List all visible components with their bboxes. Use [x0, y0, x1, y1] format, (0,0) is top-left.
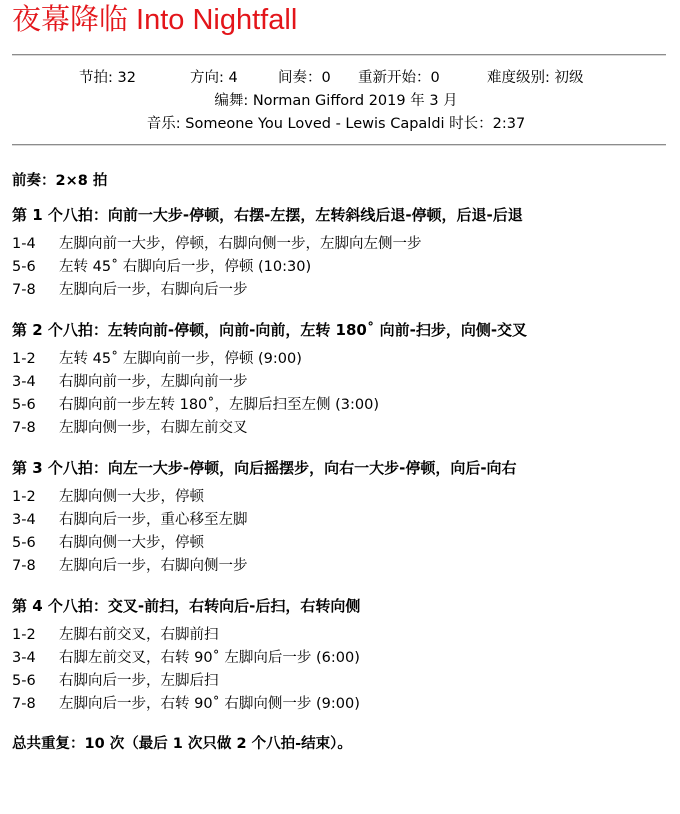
step-count: 1-4 [12, 236, 36, 252]
section-1 [12, 203, 668, 302]
meta-restarts: 重新开始：0 [358, 70, 440, 86]
step-row [12, 394, 668, 417]
step-count: 7-8 [12, 282, 36, 298]
section-title: 第 2 个八拍：左转向前-停顿，向前-向前，左转 180˚ 向前-扫步，向侧-交叉 [12, 321, 528, 339]
step-row [12, 371, 668, 394]
meta-counts: 节拍: 32 [79, 70, 136, 86]
meta-music: 音乐: Someone You Loved - Lewis Capaldi 时长：2:37 [146, 116, 526, 132]
step-sheet [12, 169, 668, 756]
step-count: 1-2 [12, 351, 36, 367]
step-description: 左转 45˚ 左脚向前一步，停顿 (9:00) [59, 351, 302, 367]
step-description: 右脚向前一步，左脚向前一步 [59, 374, 248, 390]
step-description: 左脚向侧一大步，停顿 [59, 489, 204, 505]
meta-walls: 方向: 4 [190, 70, 238, 86]
step-count: 5-6 [12, 673, 36, 689]
step-count: 7-8 [12, 696, 36, 712]
step-description: 右脚向前一步左转 180˚，左脚后扫至左侧 (3:00) [59, 397, 380, 413]
meta-choreographer: 编舞: Norman Gifford 2019 年 3 月 [214, 93, 458, 109]
step-count: 1-2 [12, 627, 36, 643]
step-description: 左脚向后一步，右转 90˚ 右脚向侧一步 (9:00) [59, 696, 360, 712]
step-description: 右脚向侧一大步，停顿 [59, 535, 204, 551]
step-row [12, 233, 668, 256]
step-description: 左脚向后一步，右脚向后一步 [59, 282, 248, 298]
step-row [12, 486, 668, 509]
section-4 [12, 594, 668, 716]
page-title: 夜幕降临 Into Nightfall [12, 4, 298, 36]
step-count: 1-2 [12, 489, 36, 505]
step-row [12, 532, 668, 555]
section-spacer [12, 302, 668, 318]
step-row [12, 624, 668, 647]
section-spacer [12, 440, 668, 456]
header-divider-top [12, 54, 666, 56]
section-spacer [12, 716, 668, 732]
step-row [12, 417, 668, 440]
step-row [12, 647, 668, 670]
step-row [12, 509, 668, 532]
step-row [12, 670, 668, 693]
step-count: 3-4 [12, 650, 36, 666]
step-count: 5-6 [12, 259, 36, 275]
step-description: 右脚左前交叉，右转 90˚ 左脚向后一步 (6:00) [59, 650, 360, 666]
section-title: 第 3 个八拍：向左一大步-停顿，向后摇摆步，向右一大步-停顿，向后-向右 [12, 459, 517, 477]
section-title: 第 1 个八拍：向前一大步-停顿，右摆-左摆，左转斜线后退-停顿，后退-后退 [12, 206, 523, 224]
meta-level: 难度级别: 初级 [487, 70, 584, 86]
ending-line: 总共重复：10 次（最后 1 次只做 2 个八拍-结束）。 [12, 736, 352, 752]
step-description: 左脚向侧一步，右脚左前交叉 [59, 420, 248, 436]
step-count: 5-6 [12, 397, 36, 413]
section-3 [12, 456, 668, 578]
section-2 [12, 318, 668, 440]
step-description: 右脚向后一步，重心移至左脚 [59, 512, 248, 528]
meta-intro: 间奏：0 [278, 70, 331, 86]
step-row [12, 693, 668, 716]
step-row [12, 348, 668, 371]
header-divider-bottom [12, 144, 666, 146]
step-count: 7-8 [12, 420, 36, 436]
step-count: 3-4 [12, 374, 36, 390]
step-count: 5-6 [12, 535, 36, 551]
step-row [12, 555, 668, 578]
step-description: 左转 45˚ 右脚向后一步，停顿 (10:30) [59, 259, 312, 275]
section-spacer [12, 578, 668, 594]
step-description: 左脚向前一大步，停顿，右脚向侧一步，左脚向左侧一步 [59, 236, 422, 252]
step-row [12, 256, 668, 279]
step-description: 右脚向后一步，左脚后扫 [59, 673, 219, 689]
section-title: 第 4 个八拍：交叉-前扫，右转向后-后扫，右转向侧 [12, 597, 361, 615]
step-count: 7-8 [12, 558, 36, 574]
step-count: 3-4 [12, 512, 36, 528]
step-description: 左脚右前交叉，右脚前扫 [59, 627, 219, 643]
step-row [12, 279, 668, 302]
step-description: 左脚向后一步，右脚向侧一步 [59, 558, 248, 574]
intro-line: 前奏：2×8 拍 [12, 173, 108, 189]
